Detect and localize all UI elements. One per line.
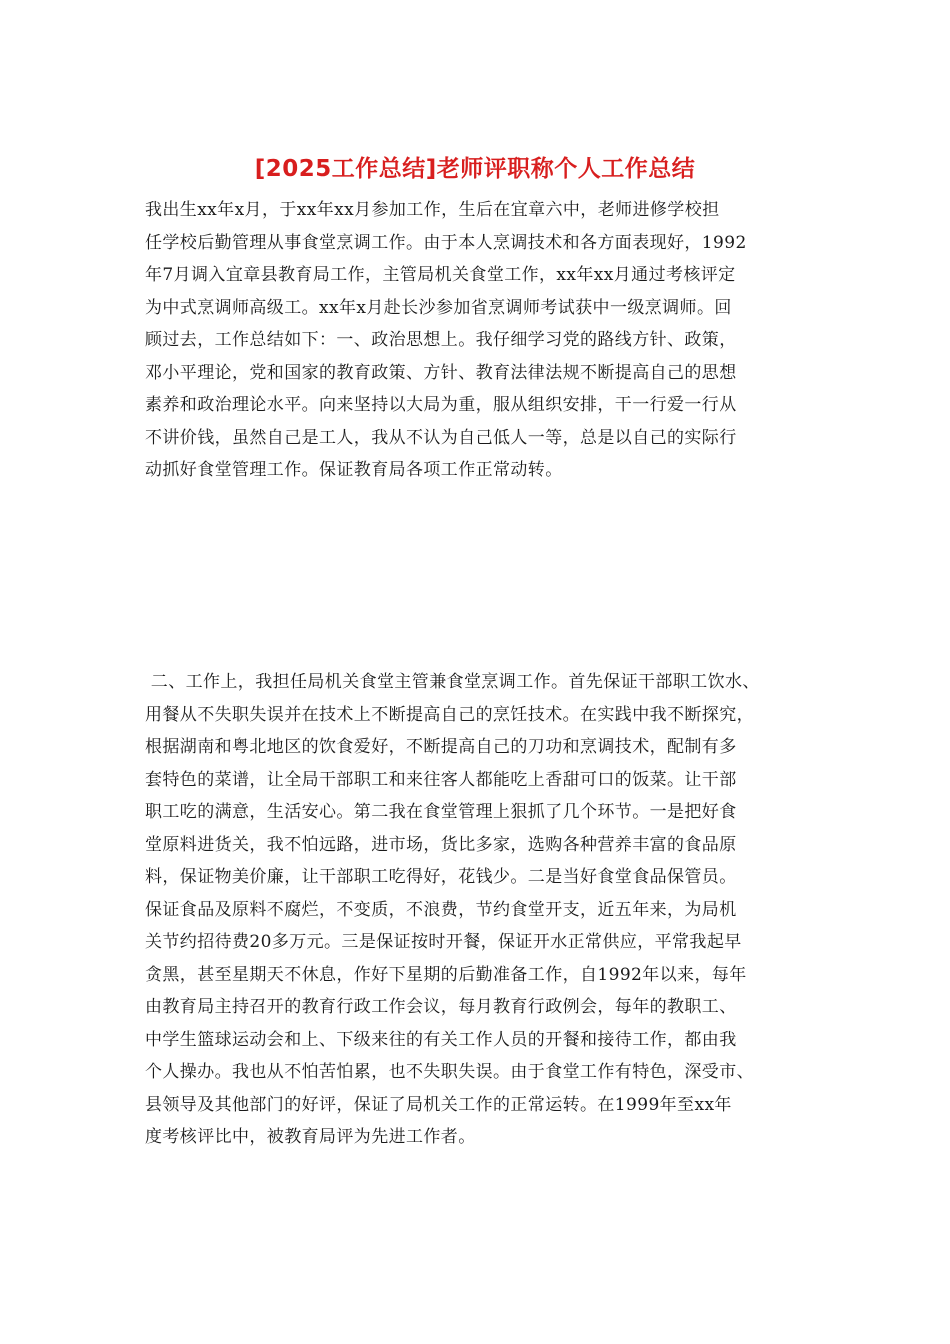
paragraph-line: 保证食品及原料不腐烂，不变质，不浪费，节约食堂开支，近五年来，为局机 — [145, 899, 737, 920]
document-title: [2025工作总结]老师评职称个人工作总结 — [254, 156, 696, 182]
paragraph-line: 堂原料进货关，我不怕远路，进市场，货比多家，选购各种营养丰富的食品原 — [145, 834, 737, 855]
paragraph-line: 职工吃的满意，生活安心。第二我在食堂管理上狠抓了几个环节。一是把好食 — [145, 802, 737, 822]
paragraph-line: 用餐从不失职失误并在技术上不断提高自己的烹饪技术。在实践中我不断探究， — [145, 704, 754, 725]
paragraph-line: 关节约招待费20多万元。三是保证按时开餐，保证开水正常供应，平常我起早 — [145, 932, 742, 952]
paragraph-line: 由教育局主持召开的教育行政工作会议，每月教育行政例会，每年的教职工、 — [145, 997, 737, 1017]
paragraph-line: 根据湖南和粤北地区的饮食爱好，不断提高自己的刀功和烹调技术，配制有多 — [145, 737, 737, 757]
paragraph-line: 县领导及其他部门的好评，保证了局机关工作的正常运转。在1999年至xx年 — [145, 1094, 732, 1115]
paragraph-line: 动抓好食堂管理工作。保证教育局各项工作正常动转。 — [145, 460, 563, 480]
paragraph-1 — [145, 194, 835, 487]
paragraph-line: 二、工作上，我担任局机关食堂主管兼食堂烹调工作。首先保证干部职工饮水、 — [145, 672, 760, 692]
paragraph-line: 素养和政治理论水平。向来坚持以大局为重，服从组织安排，干一行爱一行从 — [145, 395, 737, 415]
paragraph-line: 年7月调入宜章县教育局工作，主管局机关食堂工作，xx年xx月通过考核评定 — [145, 265, 736, 285]
paragraph-2 — [145, 666, 835, 1154]
paragraph-line: 中学生篮球运动会和上、下级来往的有关工作人员的开餐和接待工作，都由我 — [145, 1029, 737, 1050]
paragraph-line: 为中式烹调师高级工。xx年x月赴长沙参加省烹调师考试获中一级烹调师。回 — [145, 297, 732, 318]
paragraph-line: 个人操办。我也从不怕苦怕累，也不失职失误。由于食堂工作有特色，深受市、 — [145, 1062, 754, 1082]
paragraph-line: 邓小平理论，党和国家的教育政策、方针、教育法律法规不断提高自己的思想 — [145, 362, 737, 383]
paragraph-line: 任学校后勤管理从事食堂烹调工作。由于本人烹调技术和各方面表现好，1992 — [145, 232, 747, 253]
paragraph-line: 度考核评比中，被教育局评为先进工作者。 — [145, 1127, 476, 1147]
paragraph-line: 套特色的菜谱，让全局干部职工和来往客人都能吃上香甜可口的饭菜。让干部 — [145, 769, 737, 790]
paragraph-line: 贪黑，甚至星期天不休息，作好下星期的后勤准备工作，自1992年以来，每年 — [145, 964, 747, 985]
paragraph-line: 顾过去，工作总结如下：一、政治思想上。我仔细学习党的路线方针、政策， — [145, 330, 737, 350]
paragraph-line: 不讲价钱，虽然自己是工人，我从不认为自己低人一等，总是以自己的实际行 — [145, 427, 737, 448]
paragraph-line: 料，保证物美价廉，让干部职工吃得好，花钱少。二是当好食堂食品保管员。 — [145, 867, 737, 887]
paragraph-line: 我出生xx年x月，于xx年xx月参加工作，生后在宜章六中，老师进修学校担 — [145, 200, 720, 220]
